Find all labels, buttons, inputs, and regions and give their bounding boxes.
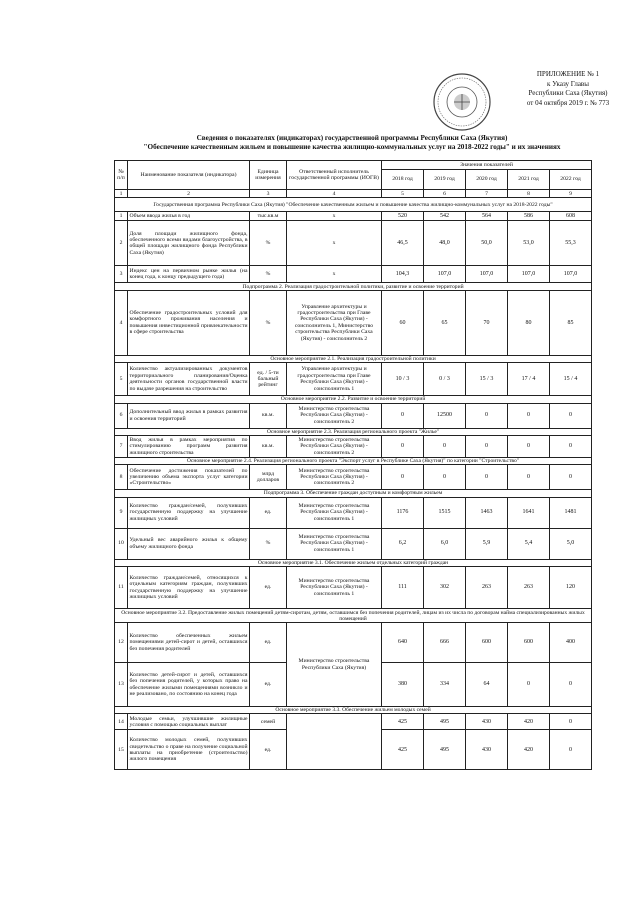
indicator-executor: Министерство строительства Республики Саха (Якутия) - соисполнитель 1 (287, 497, 382, 528)
table-row (115, 567, 592, 609)
value-2022: 0 (550, 465, 592, 490)
section-row (115, 355, 592, 362)
indicator-name: Количество молодых семей, получивших свидетельство о праве на получение социальной выплаты на приобретение (строительство) жилого помещения (128, 730, 250, 770)
value-2019: 334 (424, 663, 466, 707)
indicator-name: Количество детей-сирот и детей, оставшихся без попечения родителей, у которых право на обеспечение жилыми помещениями возникло и не реализовано, по состоянию на конец года (128, 663, 250, 707)
value-2021: 0 (508, 465, 550, 490)
indicator-unit: % (250, 528, 287, 559)
row-num: 13 (115, 663, 128, 707)
indicator-unit: ед. (250, 663, 287, 707)
value-2021: 0 (508, 435, 550, 457)
value-2021: 53,0 (508, 221, 550, 266)
value-2020: 1463 (466, 497, 508, 528)
indicator-name: Обеспечение достижения показателей по увеличению объема экспорта услуг категории «Строительство» (128, 465, 250, 490)
table-row (115, 221, 592, 266)
indicator-name: Количество граждан/семей, относящихся к отдельным категориям граждан, получивших государственную поддержку на улучшение жилищных условий (128, 567, 250, 609)
value-2022: 0 (550, 435, 592, 457)
indicator-executor: х (287, 266, 382, 283)
row-num: 10 (115, 528, 128, 559)
value-2020: 430 (466, 730, 508, 770)
header-year: 2021 год (508, 170, 550, 190)
value-2021: 263 (508, 567, 550, 609)
value-2022: 120 (550, 567, 592, 609)
value-2022: 55,3 (550, 221, 592, 266)
value-2019: 107,0 (424, 266, 466, 283)
appendix-line-2: к Указу Главы (547, 79, 589, 88)
indicator-unit: % (250, 266, 287, 283)
indicator-unit: тыс.кв.м (250, 212, 287, 221)
table-row (115, 623, 592, 663)
appendix-line-3: Республики Саха (Якутия) (528, 89, 608, 97)
indicator-executor: х (287, 212, 382, 221)
indicator-executor: Министерство строительства Республики Саха (Якутия) - соисполнитель 1 (287, 567, 382, 609)
value-2019: 48,0 (424, 221, 466, 266)
value-2022: 0 (550, 663, 592, 707)
column-number: 7 (466, 190, 508, 198)
value-2019: 302 (424, 567, 466, 609)
indicator-name: Объем ввода жилья в год (128, 212, 250, 221)
value-2022: 0 (550, 714, 592, 730)
indicator-name: Дополнительный ввод жилья в рамках развития и освоения территорий (128, 403, 250, 428)
value-2019: 65 (424, 290, 466, 355)
header-year: 2019 год (424, 170, 466, 190)
table-row (115, 212, 592, 221)
value-2021: 420 (508, 730, 550, 770)
section-measure-3-3: Основное мероприятие 3.3. Обеспечение жильем молодых семей (115, 707, 592, 714)
value-2020: 263 (466, 567, 508, 609)
indicator-unit: ед. (250, 497, 287, 528)
value-2022: 85 (550, 290, 592, 355)
value-2020: 15 / 3 (466, 363, 508, 396)
header-num: № п/п (115, 161, 128, 190)
value-2019: 542 (424, 212, 466, 221)
section-row (115, 490, 592, 497)
value-2021: 107,0 (508, 266, 550, 283)
value-2021: 17 / 4 (508, 363, 550, 396)
table-row (115, 266, 592, 283)
value-2019: 1515 (424, 497, 466, 528)
value-2022: 107,0 (550, 266, 592, 283)
row-num: 1 (115, 212, 128, 221)
indicator-name: Удельный вес аварийного жилья к общему объему жилищного фонда (128, 528, 250, 559)
section-measure-2-4: Основное мероприятие 2.4. Реализация регионального проекта "Экспорт услуг в Республике Саха (Якутия)" по категории "Строительство" (115, 457, 592, 464)
value-2018: 1176 (382, 497, 424, 528)
column-number: 5 (382, 190, 424, 198)
indicator-name: Ввод жилья в рамках мероприятия по стимулированию программ развития жилищного строительства (129, 436, 248, 456)
indicator-executor: Министерство строительства Республики Саха (Якутия) - соисполнитель 2 (287, 465, 382, 490)
row-num: 12 (115, 623, 128, 663)
value-2020: 64 (466, 663, 508, 707)
indicator-executor: Управление архитектуры и градостроительства при Главе Республики Саха (Якутия) - соисполнитель 1 (287, 363, 382, 396)
indicator-executor: Министерство строительства Республики Саха (Якутия) - соисполнитель 1 (287, 528, 382, 559)
section-row (115, 609, 592, 623)
column-number: 4 (287, 190, 382, 198)
title-line-2: "Обеспечение качественным жильем и повышение качества жилищно-коммунальных услуг на 2018-2022 годы" и их значениях (143, 143, 561, 151)
value-2021: 600 (508, 623, 550, 663)
value-2020: 430 (466, 714, 508, 730)
column-number: 3 (250, 190, 287, 198)
indicator-unit: млрд долларов (250, 465, 287, 490)
value-2018: 640 (382, 623, 424, 663)
header-year: 2018 год (382, 170, 424, 190)
indicator-unit: ед. (250, 730, 287, 770)
table-row (115, 714, 592, 730)
row-num: 4 (115, 290, 128, 355)
indicator-name: Индекс цен на первичном рынке жилья (на конец года, к концу предыдущего года) (128, 266, 250, 283)
column-number: 1 (115, 190, 128, 198)
section-row (115, 457, 592, 464)
indicator-unit: ед. (250, 567, 287, 609)
header-unit: Единица измерения (250, 161, 287, 190)
appendix-block (502, 70, 634, 108)
row-num: 8 (115, 465, 128, 490)
value-2021: 586 (508, 212, 550, 221)
indicator-unit: ед. (250, 623, 287, 663)
column-numbers-row (115, 190, 592, 198)
table-row (115, 465, 592, 490)
indicator-executor: Министерство строительства Республики Саха (Якутия) - соисполнитель 2 (287, 403, 382, 428)
value-2018: 111 (382, 567, 424, 609)
value-2019: 495 (424, 714, 466, 730)
indicator-name: Доля площади жилищного фонда, обеспеченного всеми видами благоустройства, в общей площади жилищного фонда Республики Саха (Якутия) (128, 221, 250, 266)
indicator-name: Количество актуализированных документов территориального планирования/Оценка деятельности органов государственной власти по выдаче разрешения на строительство (128, 363, 250, 396)
value-2018: 10 / 3 (382, 363, 424, 396)
section-measure-2-1: Основное мероприятие 2.1. Реализация градостроительной политики (115, 355, 592, 362)
indicator-executor: Управление архитектуры и градостроительства при Главе Республики Саха (Якутия) - соисполнитель 1, Министерство строительства Республики Саха (Якутия) - соисполнитель 2 (287, 290, 382, 355)
section-row (115, 707, 592, 714)
title-line-1: Сведения о показателях (индикаторах) государственной программы Республики Саха (Якутия) (196, 134, 508, 142)
indicator-name: Количество граждан/семей, получивших государственную поддержку на улучшение жилищных условий (128, 497, 250, 528)
value-2021: 1641 (508, 497, 550, 528)
value-2019: 0 (424, 435, 466, 457)
value-2019: 495 (424, 730, 466, 770)
value-2018: 46,5 (382, 221, 424, 266)
value-2021: 0 (508, 403, 550, 428)
indicator-executor-empty (287, 714, 382, 770)
indicator-unit: семей (250, 714, 287, 730)
row-num: 15 (115, 730, 128, 770)
value-2020: 5,9 (466, 528, 508, 559)
value-2018: 6,2 (382, 528, 424, 559)
indicator-name: Обеспечение градостроительных условий для комфортного проживания населения и повышения инвестиционной привлекательности в сфере строительства (128, 290, 250, 355)
table-row (115, 435, 592, 457)
table-row (115, 497, 592, 528)
value-2019: 6,0 (424, 528, 466, 559)
indicator-name: Молодые семьи, улучшившие жилищные условия с помощью социальных выплат (129, 715, 248, 728)
value-2021: 80 (508, 290, 550, 355)
indicator-unit: ед. / 5-ти бальный рейтинг (250, 363, 287, 396)
section-row (115, 283, 592, 290)
header-name: Наименование показателя (индикатора) (128, 161, 250, 190)
value-2018: 520 (382, 212, 424, 221)
indicators-table (114, 160, 592, 770)
value-2018: 425 (382, 730, 424, 770)
table-row (115, 363, 592, 396)
column-number: 9 (550, 190, 592, 198)
value-2020: 0 (466, 465, 508, 490)
row-num: 7 (115, 435, 128, 457)
row-num: 5 (115, 363, 128, 396)
value-2018: 0 (382, 403, 424, 428)
row-num: 14 (115, 714, 128, 730)
row-num: 11 (115, 567, 128, 609)
section-measure-3-2: Основное мероприятие 3.2. Предоставление жилых помещений детям-сиротам, детям, оставшимся без попечения родителей, лицам из их числа по договорам найма специализированных жилых помещений (115, 609, 592, 623)
appendix-line-1: ПРИЛОЖЕНИЕ № 1 (536, 70, 600, 78)
section-program: Государственная программа Республики Саха (Якутия) "Обеспечение качественным жильем и повышение качества жилищно-коммунальных услуг на 2018-2022 годы" (115, 198, 592, 212)
section-subprogram-2: Подпрограмма 2. Реализация градостроительной политики, развитие и освоение территорий (115, 283, 592, 290)
value-2022: 15 / 4 (550, 363, 592, 396)
value-2018: 60 (382, 290, 424, 355)
document-title (112, 134, 592, 152)
indicator-executor: х (287, 221, 382, 266)
row-num: 9 (115, 497, 128, 528)
table-row (115, 403, 592, 428)
value-2019: 12500 (424, 403, 466, 428)
value-2021: 5,4 (508, 528, 550, 559)
value-2020: 107,0 (466, 266, 508, 283)
official-seal (432, 72, 492, 132)
indicator-unit: % (250, 290, 287, 355)
appendix-line-4: от 04 октября 2019 г. № 773 (526, 98, 610, 107)
column-number: 8 (508, 190, 550, 198)
section-measure-2-2: Основное мероприятие 2.2. Развитие и освоение территорий (115, 396, 592, 403)
value-2018: 0 (382, 465, 424, 490)
section-measure-2-3: Основное мероприятие 2.3. Реализация регионального проекта "Жилье" (115, 428, 592, 435)
indicator-executor: Министерство строительства Республики Саха (Якутия) (287, 623, 382, 707)
value-2020: 0 (466, 403, 508, 428)
section-row (115, 198, 592, 212)
value-2022: 0 (550, 730, 592, 770)
value-2022: 608 (550, 212, 592, 221)
section-row (115, 396, 592, 403)
header-row-1 (115, 161, 592, 170)
column-number: 6 (424, 190, 466, 198)
value-2022: 5,0 (550, 528, 592, 559)
value-2018: 0 (382, 435, 424, 457)
header-year: 2022 год (550, 170, 592, 190)
value-2018: 380 (382, 663, 424, 707)
indicator-executor: Министерство строительства Республики Саха (Якутия) - соисполнитель 2 (287, 435, 382, 457)
value-2019: 666 (424, 623, 466, 663)
indicator-name: Количество обеспеченных жильем помещениями детей-сирот и детей, оставшихся без попечения родителей (128, 623, 250, 663)
row-num: 6 (115, 403, 128, 428)
value-2018: 425 (382, 714, 424, 730)
row-num: 2 (115, 221, 128, 266)
table-row (115, 528, 592, 559)
section-subprogram-3: Подпрограмма 3. Обеспечение граждан доступным и комфортным жильем (115, 490, 592, 497)
section-measure-3-1: Основное мероприятие 3.1. Обеспечение жильем отдельных категорий граждан (115, 559, 592, 566)
value-2020: 564 (466, 212, 508, 221)
column-number: 2 (128, 190, 250, 198)
value-2020: 0 (466, 435, 508, 457)
indicator-unit: кв.м. (250, 403, 287, 428)
value-2018: 104,3 (382, 266, 424, 283)
table-row (115, 290, 592, 355)
indicator-unit: % (250, 221, 287, 266)
value-2022: 0 (550, 403, 592, 428)
header-exec: Ответственный исполнитель государственной программы (ИОГВ) (287, 161, 382, 190)
section-row (115, 559, 592, 566)
row-num: 3 (115, 266, 128, 283)
value-2021: 420 (508, 714, 550, 730)
value-2020: 50,0 (466, 221, 508, 266)
indicator-unit: кв.м. (250, 435, 287, 457)
value-2019: 0 / 3 (424, 363, 466, 396)
value-2020: 70 (466, 290, 508, 355)
value-2022: 400 (550, 623, 592, 663)
header-values: Значения показателей (382, 161, 592, 170)
value-2020: 600 (466, 623, 508, 663)
value-2022: 1481 (550, 497, 592, 528)
header-year: 2020 год (466, 170, 508, 190)
value-2021: 0 (508, 663, 550, 707)
value-2019: 0 (424, 465, 466, 490)
section-row (115, 428, 592, 435)
